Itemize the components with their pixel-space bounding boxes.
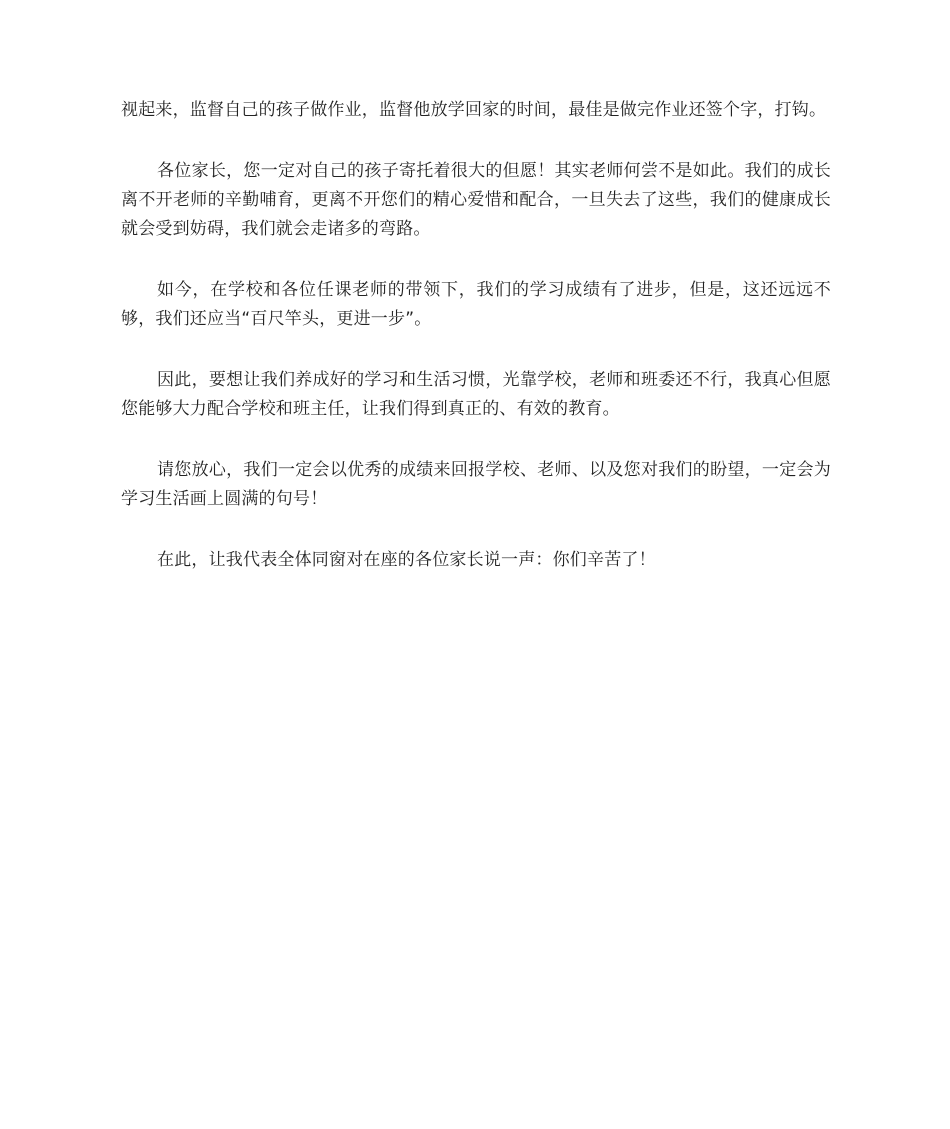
document-body [121, 96, 831, 607]
paragraph-4: 因此，要想让我们养成好的学习和生活习惯，光靠学校，老师和班委还不行，我真心但愿您能够大力配合学校和班主任，让我们得到真正的、有效的教育。 [121, 370, 831, 419]
paragraph-6: 在此，让我代表全体同窗对在座的各位家长说一声：你们辛苦了！ [157, 550, 656, 570]
paragraph-3: 如今，在学校和各位任课老师的带领下，我们的学习成绩有了进步，但是，这还远远不够，我们还应当“百尺竿头，更进一步”。 [121, 280, 831, 329]
paragraph-1: 视起来，监督自己的孩子做作业，监督他放学回家的时间，最佳是做完作业还签个字，打钩。 [121, 100, 827, 120]
paragraph-5: 请您放心，我们一定会以优秀的成绩来回报学校、老师、以及您对我们的盼望，一定会为学习生活画上圆满的句号！ [121, 460, 831, 509]
paragraph-2: 各位家长，您一定对自己的孩子寄托着很大的但愿！其实老师何尝不是如此。我们的成长离不开老师的辛勤哺育，更离不开您们的精心爱惜和配合，一旦失去了这些，我们的健康成长就会受到妨碍，我们就会走诸多的弯路。 [121, 161, 831, 239]
